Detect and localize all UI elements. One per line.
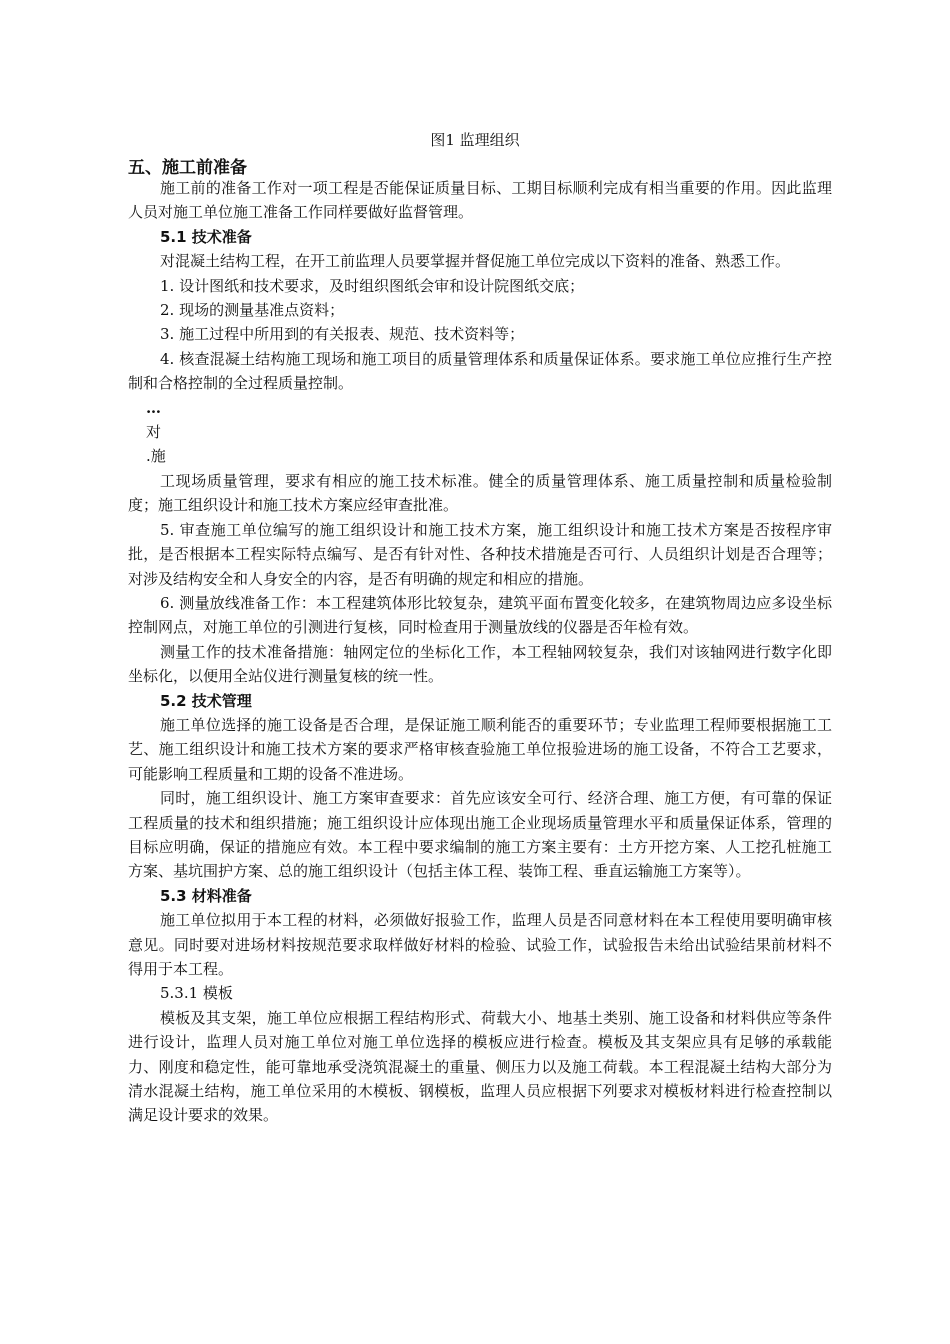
document-body: [128, 176, 832, 1128]
list-item: 6. 测量放线准备工作：本工程建筑体形比较复杂，建筑平面布置变化较多，在建筑物周边应多设坐标控制网点，对施工单位的引测进行复核，同时检查用于测量放线的仪器是否年检有效。: [128, 593, 832, 637]
paragraph: 对混凝土结构工程，在开工前监理人员要掌握并督促施工单位完成以下资料的准备、熟悉工作。: [160, 252, 791, 271]
text-fragment: .施: [146, 447, 166, 466]
paragraph: 工现场质量管理，要求有相应的施工技术标准。健全的质量管理体系、施工质量控制和质量检验制度；施工组织设计和施工技术方案应经审查批准。: [128, 471, 832, 515]
paragraph: 施工单位拟用于本工程的材料，必须做好报验工作，监理人员是否同意材料在本工程使用要明确审核意见。同时要对进场材料按规范要求取样做好材料的检验、试验工作，试验报告未给出试验结果前材料不得用于本工程。: [128, 911, 832, 978]
paragraph: 施工单位选择的施工设备是否合理，是保证施工顺利能否的重要环节；专业监理工程师要根据施工工艺、施工组织设计和施工技术方案的要求严格审核查验施工单位报验进场的施工设备，不符合工艺要求，可能影响工程质量和工期的设备不准进场。: [128, 715, 832, 783]
paragraph: 施工前的准备工作对一项工程是否能保证质量目标、工期目标顺利完成有相当重要的作用。因此监理人员对施工单位施工准备工作同样要做好监督管理。: [128, 179, 832, 222]
list-item: 1. 设计图纸和技术要求，及时组织图纸会审和设计院图纸交底；: [160, 276, 585, 295]
paragraph: 同时，施工组织设计、施工方案审查要求：首先应该安全可行、经济合理、施工方便，有可靠的保证工程质量的技术和组织措施；施工组织设计应体现出施工企业现场质量管理水平和质量保证体系，管理的目标应明确，保证的措施应有效。本工程中要求编制的施工方案主要有：土方开挖方案、人工挖孔桩施工方案、基坑围护方案、总的施工组织设计（包括主体工程、装饰工程、垂直运输施工方案等）。: [128, 789, 832, 881]
list-item: 4. 核查混凝土结构施工现场和施工项目的质量管理体系和质量保证体系。要求施工单位应推行生产控制和合格控制的全过程质量控制。: [128, 349, 832, 393]
subsection-heading: 5.2 技术管理: [160, 691, 252, 710]
list-item: 2. 现场的测量基准点资料；: [160, 301, 345, 320]
paragraph: 模板及其支架，施工单位应根据工程结构形式、荷载大小、地基土类别、施工设备和材料供应等条件进行设计，监理人员对施工单位对施工单位选择的模板应进行检查。模板及其支架应具有足够的承载能力、刚度和稳定性，能可靠地承受浇筑混凝土的重量、侧压力以及施工荷载。本工程混凝土结构大部分为清水混凝土结构，施工单位采用的木模板、钢模板，监理人员应根据下列要求对模板材料进行检查控制以满足设计要求的效果。: [128, 1008, 832, 1125]
subsection-heading: 5.1 技术准备: [160, 227, 252, 246]
figure-caption: 图1 监理组织: [430, 131, 520, 149]
paragraph: 测量工作的技术准备措施：轴网定位的坐标化工作，本工程轴网较复杂，我们对该轴网进行数字化即坐标化，以便用全站仪进行测量复核的统一性。: [128, 642, 832, 686]
list-item: 5. 审查施工单位编写的施工组织设计和施工技术方案，施工组织设计和施工技术方案是否按程序审批，是否根据本工程实际特点编写、是否有针对性、各种技术措施是否可行、人员组织计划是否合理等；对涉及结构安全和人身安全的内容，是否有明确的规定和相应的措施。: [128, 520, 832, 588]
text-fragment: 对: [146, 423, 162, 442]
section-title: 五、施工前准备: [128, 158, 247, 178]
subsubsection-heading: 5.3.1 模板: [160, 984, 233, 1003]
subsection-heading: 5.3 材料准备: [160, 886, 252, 905]
list-item: 3. 施工过程中所用到的有关报表、规范、技术资料等；: [160, 325, 525, 344]
ellipsis: …: [146, 398, 162, 417]
